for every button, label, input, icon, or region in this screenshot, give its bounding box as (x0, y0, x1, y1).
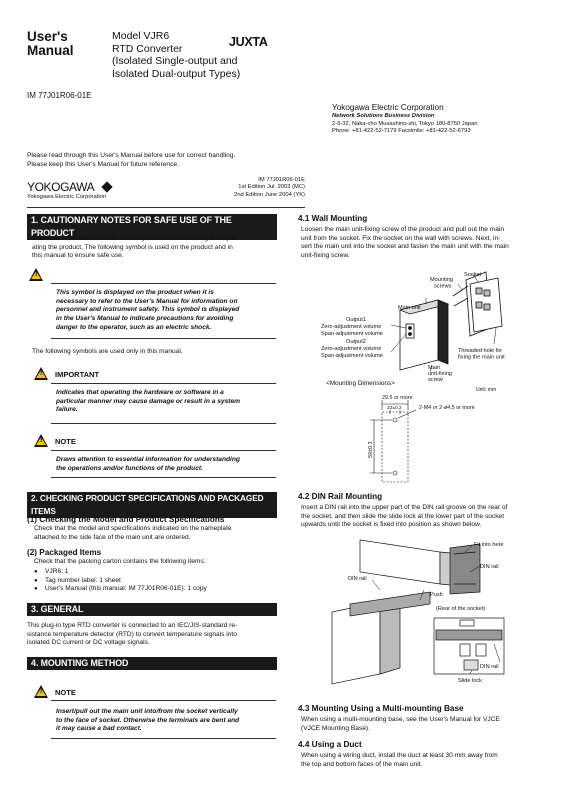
label-din3: DIN rail (480, 664, 499, 670)
divider (51, 700, 276, 701)
edition-line: IM 77J01R06-01E (258, 177, 305, 183)
body-line: (VJCE Mounting Base). (301, 724, 370, 732)
section1-title: 1. CAUTIONARY NOTES FOR SAFE USE OF THE PRODUCT (27, 214, 277, 240)
label-slide: Slide lock (458, 678, 482, 684)
note-label: NOTE (55, 688, 76, 697)
yokogawa-block (27, 177, 305, 205)
label-dim-a: 29.5 or more (382, 395, 413, 401)
note-line: Insert/pull out the main unit into/from the socket vertically (56, 708, 238, 715)
label-zero2: Zero-adjustment volume (321, 346, 382, 352)
body-line: unit from the socket. Fix the socket on the wall with screws. Next, in- (301, 234, 501, 242)
note-icon: ! (34, 434, 48, 447)
section2-sub2-intro: Check that the packing carton contains the following items: (34, 558, 206, 565)
label-threaded (458, 348, 505, 361)
warning-line: in the User's Manual to indicate precautions for avoiding (56, 315, 234, 323)
section1-body (32, 235, 282, 261)
label-main-unit: Main unit (398, 305, 421, 311)
note-line: to the face of socket. Otherwise the terminals are bent and (56, 716, 240, 724)
s41-body (301, 226, 551, 260)
divider (51, 738, 276, 739)
rear-din-rail-drawing (436, 630, 502, 640)
edition-info (234, 177, 305, 199)
label-din2: DIN rail (348, 576, 367, 582)
label-rear: (Rear of the socket) (436, 606, 486, 612)
model-line: (Isolated Single-output and (112, 55, 238, 68)
divider (51, 450, 276, 451)
label-span2: Span-adjustment volume (321, 353, 383, 359)
intro-line: Please keep this User's Manual for future reference. (27, 160, 179, 168)
warning-line: necessary to refer to the User's Manual for information on (56, 297, 238, 305)
section3-body (27, 622, 283, 648)
doc-type-text: User's Manual (27, 29, 74, 58)
din-rail-diagram (320, 534, 550, 688)
body-line: This User's Manual should be carefully read before installing and oper- (32, 235, 239, 242)
body-line: Loosen the main unit-fixing screw of the product and pull out the main (301, 226, 505, 233)
label-main-fix-2: unit-fixing (428, 371, 452, 377)
note-line: it may cause a bad contact. (56, 725, 142, 733)
yokogawa-subtitle: Yokogawa Electric Corporation (27, 194, 107, 200)
edition-line: 2nd Edition June 2004 (YK) (234, 191, 305, 198)
note-line: the operations and/or functions of the product. (56, 464, 203, 472)
label-unit: Unit: mm (476, 387, 496, 393)
model-line: Model VJR6 (112, 30, 170, 42)
body-line: sert the main unit into the socket and fasten the main unit with the main (301, 243, 509, 251)
label-threaded-2: fixing the main unit (458, 354, 505, 361)
body-line: When using a wiring duct, install the duct at least 30 mm away from (301, 752, 498, 759)
label-dim-b: 22±0.2 (387, 406, 402, 411)
body-line: the socket, and then slide the slide lock at the lower part of the socket (301, 512, 505, 520)
body-line: This plug-in type RTD converter is connected to an IEC/JIS-standard re- (27, 622, 238, 629)
model-line: Isolated Dual-output Types) (112, 67, 241, 80)
important-line: Indicates that operating the hardware or software in a (56, 389, 224, 396)
slide-lock-drawing (464, 660, 478, 670)
body-line: the top and bottom faces of the main unit. (301, 760, 423, 768)
label-main-fix-3: screw (428, 377, 443, 383)
upper-din-rail-drawing (450, 544, 480, 594)
body-line: this manual to ensure safe use. (32, 252, 124, 260)
section2-sub1-body (34, 525, 232, 542)
yokogawa-diamond-icon (101, 181, 112, 192)
important-line: failure. (56, 406, 78, 414)
list-item: ● Tag number label: 1 sheet (34, 577, 207, 586)
label-mounting-screws (430, 277, 453, 290)
list-item: ● VJR6: 1 (34, 568, 207, 577)
s43-title: 4.3 Mounting Using a Multi-mounting Base (298, 704, 464, 713)
warning-text (56, 289, 276, 333)
wall-mounting-diagram (318, 268, 548, 486)
company-phone: Phone: +81-422-52-7179 Facsimile: +81-422-52-6793 (332, 128, 471, 134)
s41-title: 4.1 Wall Mounting (298, 214, 368, 223)
note-text (56, 456, 276, 473)
divider (51, 477, 276, 478)
section2-sub2: (2) Packaged Items (27, 548, 102, 557)
body-line: attached to the side face of the main unit are ordered. (34, 533, 191, 541)
label-din1: DIN rail (480, 564, 499, 570)
note-label: NOTE (55, 437, 76, 446)
body-line: ating the product. The following symbol is used on the product and in (32, 243, 233, 251)
label-output2: Output2 (346, 339, 366, 345)
company-name: Yokogawa Electric Corporation (332, 103, 444, 112)
yokogawa-logo: YOKOGAWA (27, 180, 95, 194)
s42-body (301, 504, 551, 530)
s44-title: 4.4 Using a Duct (298, 740, 362, 749)
warning-line: personnel and instrument safety. This symbol is displayed (56, 306, 240, 314)
label-dim-c: 2-M4 or 2-ø4.5 or more (419, 405, 475, 411)
divider (51, 338, 276, 339)
label-threaded-1: Threaded hole for (458, 348, 503, 354)
body-line: upwards until the socket is fixed into position as shown below. (301, 521, 482, 529)
warning-icon: ! (29, 268, 43, 281)
model-line: RTD Converter (112, 42, 183, 55)
edition-line: 1st Edition Jul. 2003 (MC) (238, 184, 305, 191)
company-address: 2-9-32, Naka-cho Musashino-shi, Tokyo 180-8750 Japan (332, 120, 478, 127)
company-division: Network Solutions Business Division (332, 113, 435, 119)
intro-line: Please read through this User's Manual before use for correct handling. (27, 152, 236, 159)
divider (51, 423, 276, 424)
juxta-logo: JUXTA (229, 35, 268, 49)
important-label: IMPORTANT (55, 370, 100, 379)
section4-title: 4. MOUNTING METHOD (27, 657, 277, 670)
warning-line: danger to the operator, such as an electric shock. (56, 323, 212, 331)
body-line: Insert a DIN rail into the upper part of the DIN rail groove on the rear of (301, 504, 508, 511)
label-mounting-screws-2: screws (434, 283, 452, 290)
dimension-drawing (370, 400, 416, 482)
doc-type-title (27, 30, 97, 58)
upper-unit-drawing (360, 540, 440, 584)
company-block (332, 102, 478, 136)
important-icon: ! (34, 367, 48, 380)
section2-sub1: (1) Checking the Model and Product Specifications (27, 515, 225, 524)
note-icon: ! (34, 685, 48, 698)
list-item: ● User's Manual (this manual: IM 77J01R06-01E): 1 copy (34, 585, 207, 594)
divider (51, 283, 276, 284)
body-line: When using a multi-mounting base, see the User's Manual for VJCE (301, 716, 500, 723)
important-line: particular manner may cause damage or result in a system (56, 397, 240, 405)
section3-title: 3. GENERAL (27, 603, 277, 616)
s44-body (301, 752, 551, 769)
body-line: unit-fixing screw. (301, 251, 350, 259)
body-line: isolated DC current or DC voltage signals. (27, 639, 150, 647)
divider (27, 207, 305, 208)
label-main-fix (428, 365, 452, 383)
note-line: Draws attention to essential information for understanding (56, 456, 240, 463)
body-line: Check that the model and specifications indicated on the nameplate (34, 525, 232, 532)
label-zero1: Zero-adjustment volume (321, 324, 382, 330)
label-fit: Fit into here (474, 542, 504, 548)
divider (51, 383, 276, 384)
label-push: Push (430, 592, 443, 598)
note-text (56, 708, 276, 734)
symbols-line: The following symbols are used only in this manual. (32, 348, 183, 355)
label-socket: Socket (464, 272, 482, 278)
label-output1: Output1 (346, 317, 366, 323)
intro-text (27, 152, 287, 169)
label-span1: Span-adjustment volume (321, 331, 383, 337)
label-dims-title: <Mounting Dimensions> (326, 380, 395, 387)
s43-body (301, 716, 551, 733)
label-dim-d: 59±0.3 (368, 441, 374, 458)
model-title (112, 30, 240, 80)
packaged-items (34, 568, 207, 594)
body-line: sistance temperature detector (RTD) to convert temperature signals into (27, 630, 237, 638)
label-mounting-screws-1: Mounting (430, 277, 454, 283)
s42-title: 4.2 DIN Rail Mounting (298, 492, 383, 501)
doc-number: IM 77J01R06-01E (27, 91, 92, 100)
label-main-fix-1: Main (428, 365, 441, 371)
warning-line: This symbol is displayed on the product when it is (56, 289, 214, 296)
section2-title: 2. CHECKING PRODUCT SPECIFICATIONS AND PACKAGED ITEMS (27, 492, 277, 518)
important-text (56, 389, 276, 415)
